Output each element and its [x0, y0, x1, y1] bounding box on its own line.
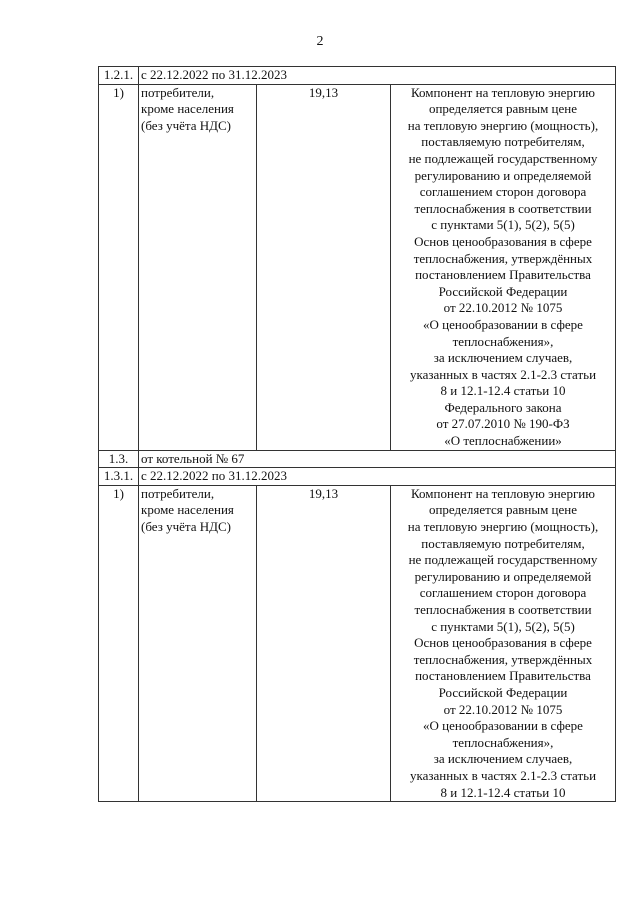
- note-line: постановлением Правительства: [415, 267, 591, 283]
- tariff-value: 19,13: [257, 485, 391, 801]
- note-line: Российской Федерации: [438, 283, 568, 299]
- consumer-line: потребители,: [141, 485, 215, 501]
- row-number: 1.2.1.: [99, 67, 139, 85]
- note-line: за исключением случаев,: [433, 350, 573, 366]
- row-number: 1): [99, 84, 139, 450]
- row-number: 1.3.1.: [99, 468, 139, 486]
- note-line: теплоснабжения, утверждённых: [413, 651, 593, 667]
- note-line: регулированию и определяемой: [414, 167, 592, 183]
- note-line: «О теплоснабжении»: [444, 433, 562, 449]
- period-row: [99, 468, 616, 486]
- consumer-line: потребители,: [141, 84, 215, 100]
- note-line: с пунктами 5(1), 5(2), 5(5): [431, 618, 575, 634]
- note-line: Федерального закона: [444, 399, 562, 415]
- tariff-table: [98, 66, 616, 802]
- note-line: теплоснабжения»,: [452, 333, 554, 349]
- period-label: от котельной № 67: [139, 450, 616, 468]
- row-number: 1): [99, 485, 139, 801]
- note-line: соглашением сторон договора: [419, 184, 587, 200]
- note-line: от 22.10.2012 № 1075: [443, 300, 563, 316]
- note-line: Компонент на тепловую энергию: [411, 84, 595, 100]
- note-line: определяется равным цене: [428, 101, 578, 117]
- note-line: 8 и 12.1-12.4 статьи 10: [440, 784, 566, 800]
- page-number: 2: [316, 34, 324, 49]
- note-line: «О ценообразовании в сфере: [423, 316, 583, 332]
- note-line: определяется равным цене: [428, 502, 578, 518]
- tariff-table-body: [99, 67, 616, 802]
- note-line: на тепловую энергию (мощность),: [407, 519, 599, 535]
- note-line: указанных в частях 2.1-2.3 статьи: [409, 366, 597, 382]
- note-line: теплоснабжения в соответствии: [414, 602, 592, 617]
- consumer-line: (без учёта НДС): [141, 519, 232, 535]
- note-line: Основ ценообразования в сфере: [414, 635, 592, 651]
- note-line: теплоснабжения»,: [452, 734, 554, 750]
- note-line: не подлежащей государственному: [408, 150, 598, 166]
- consumer-line: (без учёта НДС): [141, 117, 232, 133]
- note-line: регулированию и определяемой: [414, 568, 592, 584]
- note-line: на тепловую энергию (мощность),: [407, 117, 599, 133]
- tariff-note: [391, 84, 616, 450]
- period-label: с 22.12.2022 по 31.12.2023: [139, 468, 616, 486]
- note-line: теплоснабжения, утверждённых: [413, 250, 593, 266]
- note-line: с пунктами 5(1), 5(2), 5(5): [431, 217, 575, 233]
- period-row: [99, 67, 616, 85]
- row-number: 1.3.: [99, 450, 139, 468]
- note-line: постановлением Правительства: [415, 668, 591, 684]
- note-line: поставляемую потребителям,: [421, 134, 585, 150]
- note-line: указанных в частях 2.1-2.3 статьи: [409, 767, 597, 783]
- consumer-group: [139, 485, 257, 801]
- tariff-row: [99, 485, 616, 801]
- note-line: Основ ценообразования в сфере: [414, 233, 592, 249]
- note-line: Компонент на тепловую энергию: [411, 485, 595, 501]
- note-line: от 27.07.2010 № 190-ФЗ: [436, 416, 570, 432]
- note-line: за исключением случаев,: [433, 751, 573, 767]
- consumer-group: [139, 84, 257, 450]
- period-label: с 22.12.2022 по 31.12.2023: [139, 67, 616, 85]
- consumer-line: кроме населения: [141, 502, 234, 518]
- note-line: соглашением сторон договора: [419, 585, 587, 601]
- period-row: [99, 450, 616, 468]
- note-line: «О ценообразовании в сфере: [423, 718, 583, 734]
- note-line: теплоснабжения в соответствии: [414, 200, 592, 216]
- note-line: не подлежащей государственному: [408, 552, 598, 568]
- tariff-note: [391, 485, 616, 801]
- note-line: поставляемую потребителям,: [421, 535, 585, 551]
- consumer-line: кроме населения: [141, 101, 234, 117]
- tariff-row: [99, 84, 616, 450]
- note-line: 8 и 12.1-12.4 статьи 10: [440, 383, 566, 399]
- note-line: Российской Федерации: [438, 684, 568, 700]
- tariff-value: 19,13: [257, 84, 391, 450]
- note-line: от 22.10.2012 № 1075: [443, 701, 563, 717]
